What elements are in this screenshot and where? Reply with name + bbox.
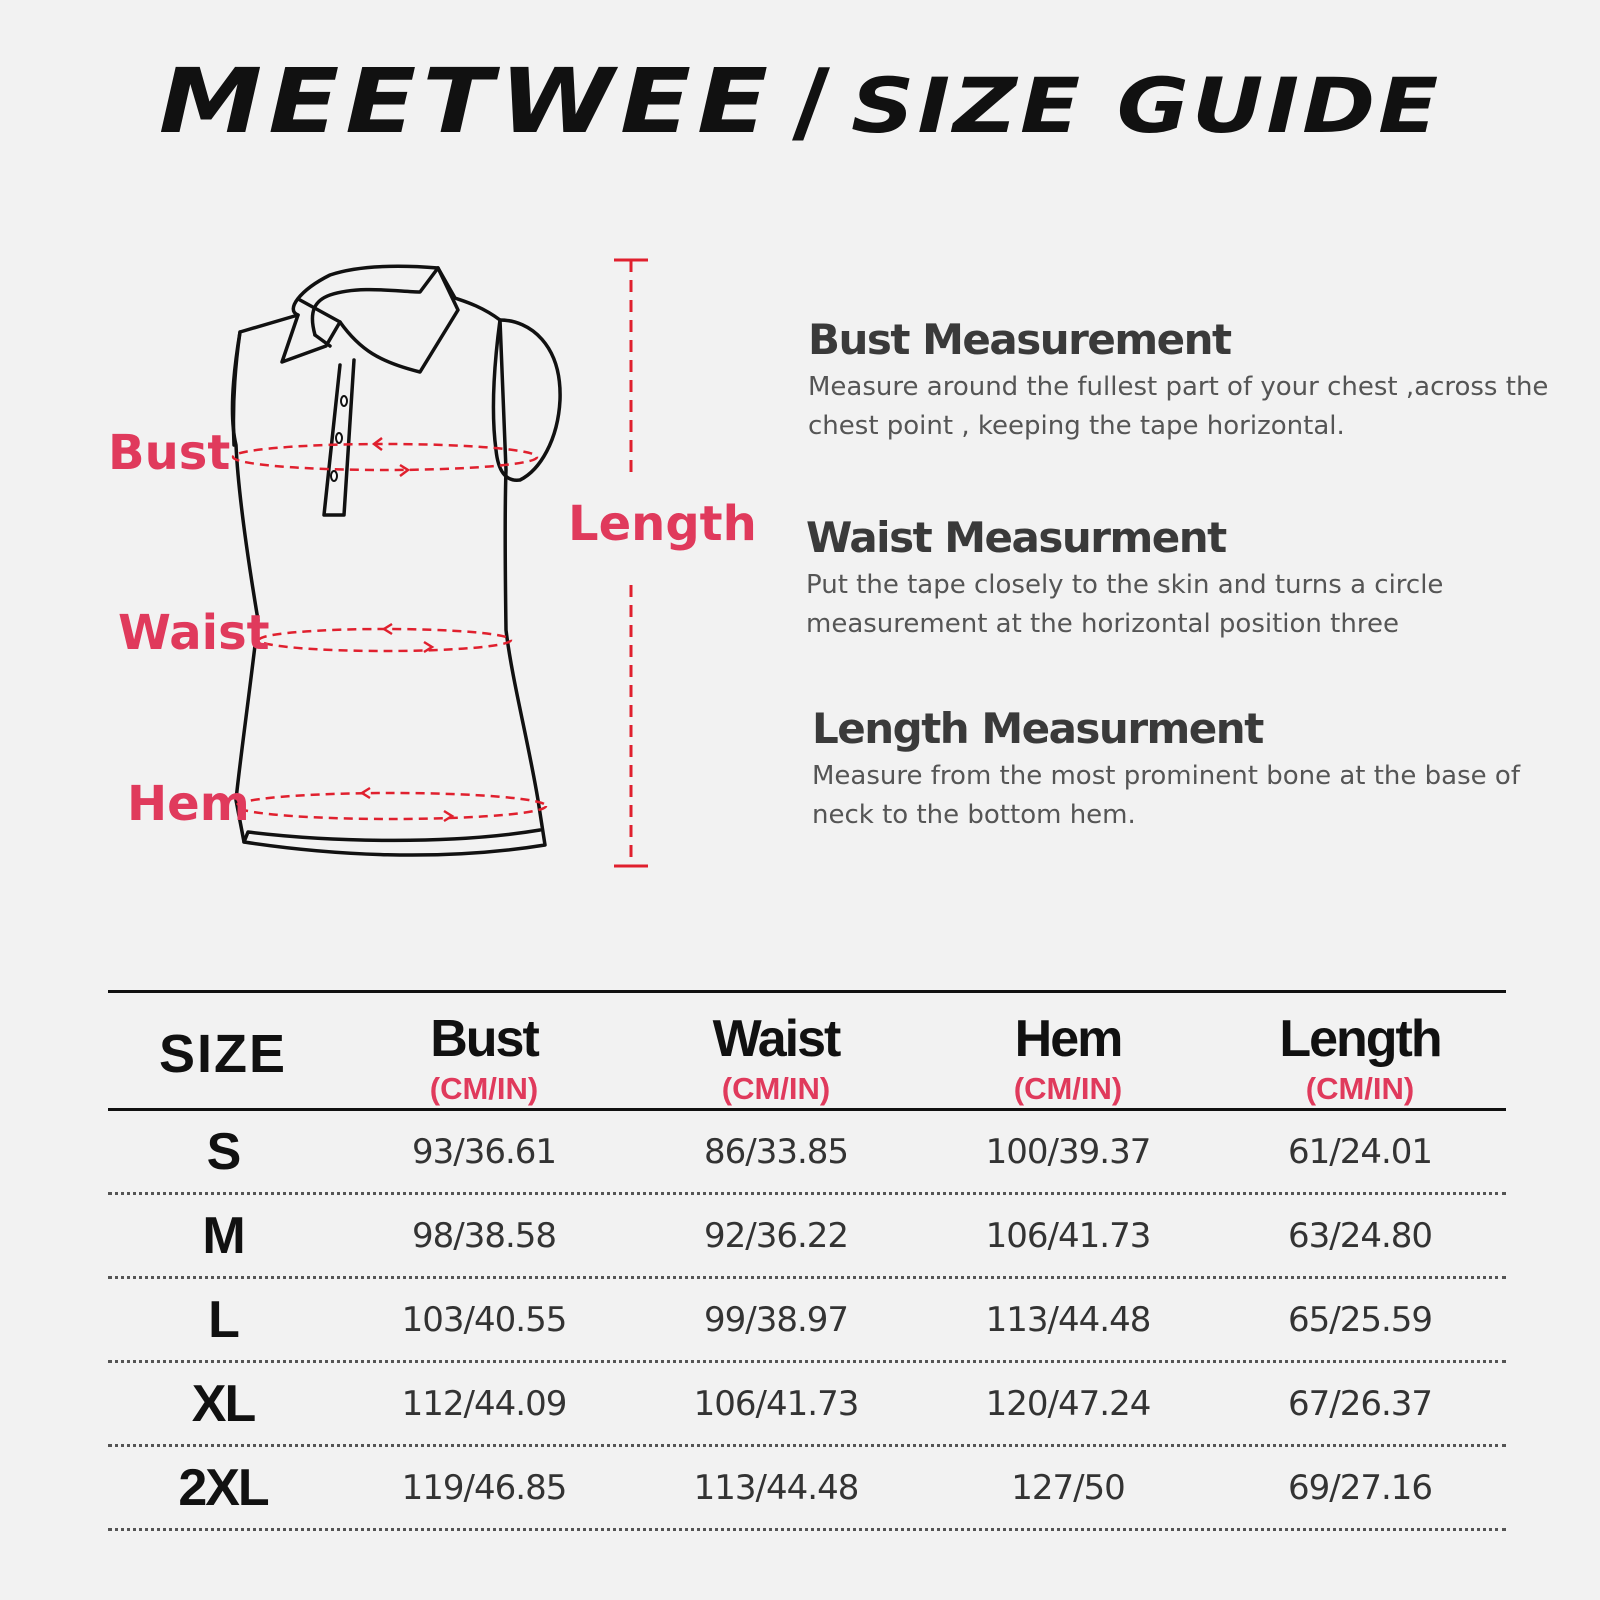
bust-label: Bust <box>108 425 231 481</box>
waist-cell: 86/33.85 <box>703 1131 849 1172</box>
bust-cell: 98/38.58 <box>411 1215 557 1256</box>
hem-column-header: Hem (CM/IN) <box>1013 1010 1123 1106</box>
bust-cell: 119/46.85 <box>401 1467 567 1508</box>
length-cell: 63/24.80 <box>1287 1215 1433 1256</box>
length-column-header: Length (CM/IN) <box>1279 1010 1441 1106</box>
size-cell: XL <box>191 1374 255 1433</box>
title-separator: / <box>792 48 834 154</box>
length-cell: 61/24.01 <box>1287 1131 1433 1172</box>
measurement-diagram <box>0 0 760 900</box>
bust-cell: 93/36.61 <box>411 1131 557 1172</box>
hem-cell: 106/41.73 <box>985 1215 1151 1256</box>
hem-cell: 113/44.48 <box>985 1299 1151 1340</box>
waist-label: Waist <box>118 605 270 661</box>
length-cell: 67/26.37 <box>1287 1383 1433 1424</box>
brand-name: MEETWEE <box>158 48 775 154</box>
size-table <box>108 990 1506 1531</box>
waist-description-title: Waist Measurment <box>806 513 1226 562</box>
waist-cell: 113/44.48 <box>693 1467 859 1508</box>
table-row <box>108 1363 1506 1447</box>
length-cell: 65/25.59 <box>1287 1299 1433 1340</box>
size-cell: S <box>206 1122 240 1181</box>
bust-description-text: Measure around the fullest part of your chest ,across the chest point , keeping the tape horizontal. <box>808 372 1549 441</box>
length-description-text: Measure from the most prominent bone at the base of neck to the bottom hem. <box>812 761 1520 830</box>
hem-label: Hem <box>127 776 250 832</box>
length-description <box>812 704 1572 835</box>
bust-cell: 103/40.55 <box>401 1299 567 1340</box>
waist-description <box>806 513 1566 644</box>
bust-description-title: Bust Measurement <box>808 315 1231 364</box>
bust-cell: 112/44.09 <box>401 1383 567 1424</box>
table-row <box>108 1111 1506 1195</box>
size-cell: L <box>208 1290 238 1349</box>
hem-cell: 120/47.24 <box>985 1383 1151 1424</box>
length-label: Length <box>568 496 757 552</box>
bust-column-header: Bust (CM/IN) <box>429 1010 539 1106</box>
table-row <box>108 1447 1506 1531</box>
hem-cell: 127/50 <box>1011 1467 1125 1508</box>
length-description-title: Length Measurment <box>812 704 1263 753</box>
hem-cell: 100/39.37 <box>985 1131 1151 1172</box>
waist-cell: 106/41.73 <box>693 1383 859 1424</box>
size-column-header: SIZE <box>158 1024 288 1084</box>
table-header <box>108 990 1506 1111</box>
waist-cell: 99/38.97 <box>703 1299 849 1340</box>
size-cell: 2XL <box>178 1458 268 1517</box>
bust-description <box>808 315 1568 446</box>
title-subtitle: SIZE GUIDE <box>851 61 1442 151</box>
waist-description-text: Put the tape closely to the skin and turns a circle measurement at the horizontal position three <box>806 570 1444 639</box>
waist-column-header: Waist (CM/IN) <box>712 1010 840 1106</box>
waist-cell: 92/36.22 <box>703 1215 849 1256</box>
size-cell: M <box>202 1206 244 1265</box>
table-row <box>108 1279 1506 1363</box>
table-row <box>108 1195 1506 1279</box>
length-cell: 69/27.16 <box>1287 1467 1433 1508</box>
